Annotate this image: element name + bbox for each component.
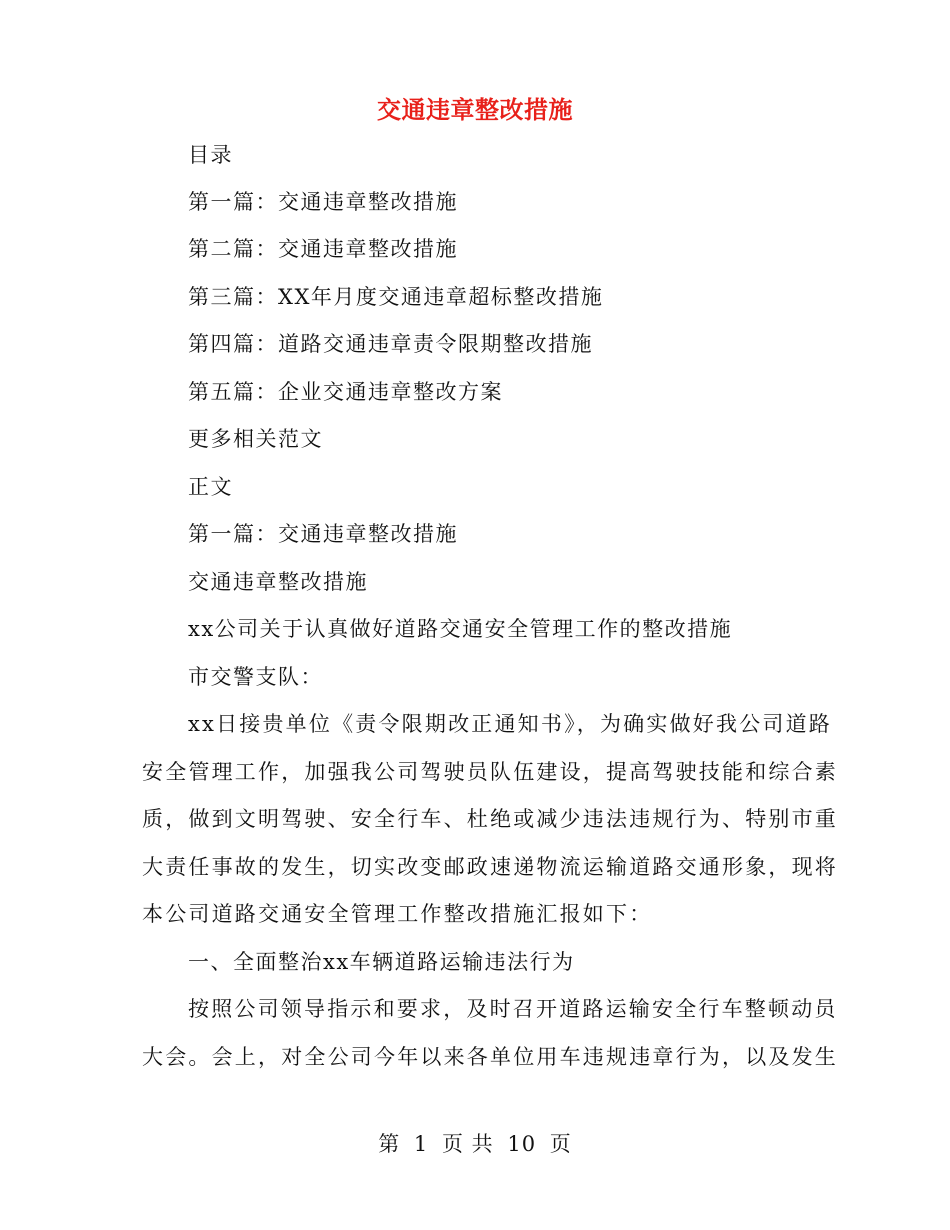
salutation: 市交警支队： (188, 665, 323, 689)
section-heading-1: 一、全面整治xx车辆道路运输违法行为 (188, 950, 575, 974)
paragraph-line: xx日接贵单位《责令限期改正通知书》，为确实做好我公司道路 (188, 712, 832, 736)
toc-heading: 目录 (188, 143, 233, 167)
paragraph-line: 安全管理工作，加强我公司驾驶员队伍建设，提高驾驶技能和综合素 (142, 760, 838, 784)
page-footer (0, 1128, 950, 1158)
toc-item-2: 第二篇：交通违章整改措施 (188, 237, 458, 261)
paragraph-line: 大责任事故的发生，切实改变邮政速递物流运输道路交通形象，现将 (142, 855, 838, 879)
paragraph-line: 按照公司领导指示和要求，及时召开道路运输安全行车整顿动员 (188, 997, 838, 1021)
letter-title: xx公司关于认真做好道路交通安全管理工作的整改措施 (188, 617, 733, 641)
toc-item-4: 第四篇：道路交通违章责令限期整改措施 (188, 332, 593, 356)
toc-item-3: 第三篇：XX年月度交通违章超标整改措施 (188, 285, 604, 309)
footer-total-pages: 10 (507, 1132, 537, 1156)
footer-page-number: 1 (413, 1132, 429, 1156)
footer-suffix: 页 (549, 1132, 572, 1156)
document-title: 交通违章整改措施 (377, 95, 573, 124)
paragraph-line: 质，做到文明驾驶、安全行车、杜绝或减少违法违规行为、特别市重 (142, 807, 838, 831)
toc-more: 更多相关范文 (188, 427, 323, 451)
paragraph-line: 本公司道路交通安全管理工作整改措施汇报如下： (142, 902, 653, 926)
paragraph-line: 大会。会上，对全公司今年以来各单位用车违规违章行为，以及发生 (142, 1045, 838, 1069)
toc-item-5: 第五篇：企业交通违章整改方案 (188, 380, 503, 404)
footer-middle: 页 共 (441, 1132, 494, 1156)
body-heading: 正文 (188, 475, 233, 499)
footer-prefix: 第 (378, 1132, 401, 1156)
section-subtitle: 交通违章整改措施 (188, 570, 368, 594)
section-title: 第一篇：交通违章整改措施 (188, 522, 458, 546)
toc-item-1: 第一篇：交通违章整改措施 (188, 190, 458, 214)
